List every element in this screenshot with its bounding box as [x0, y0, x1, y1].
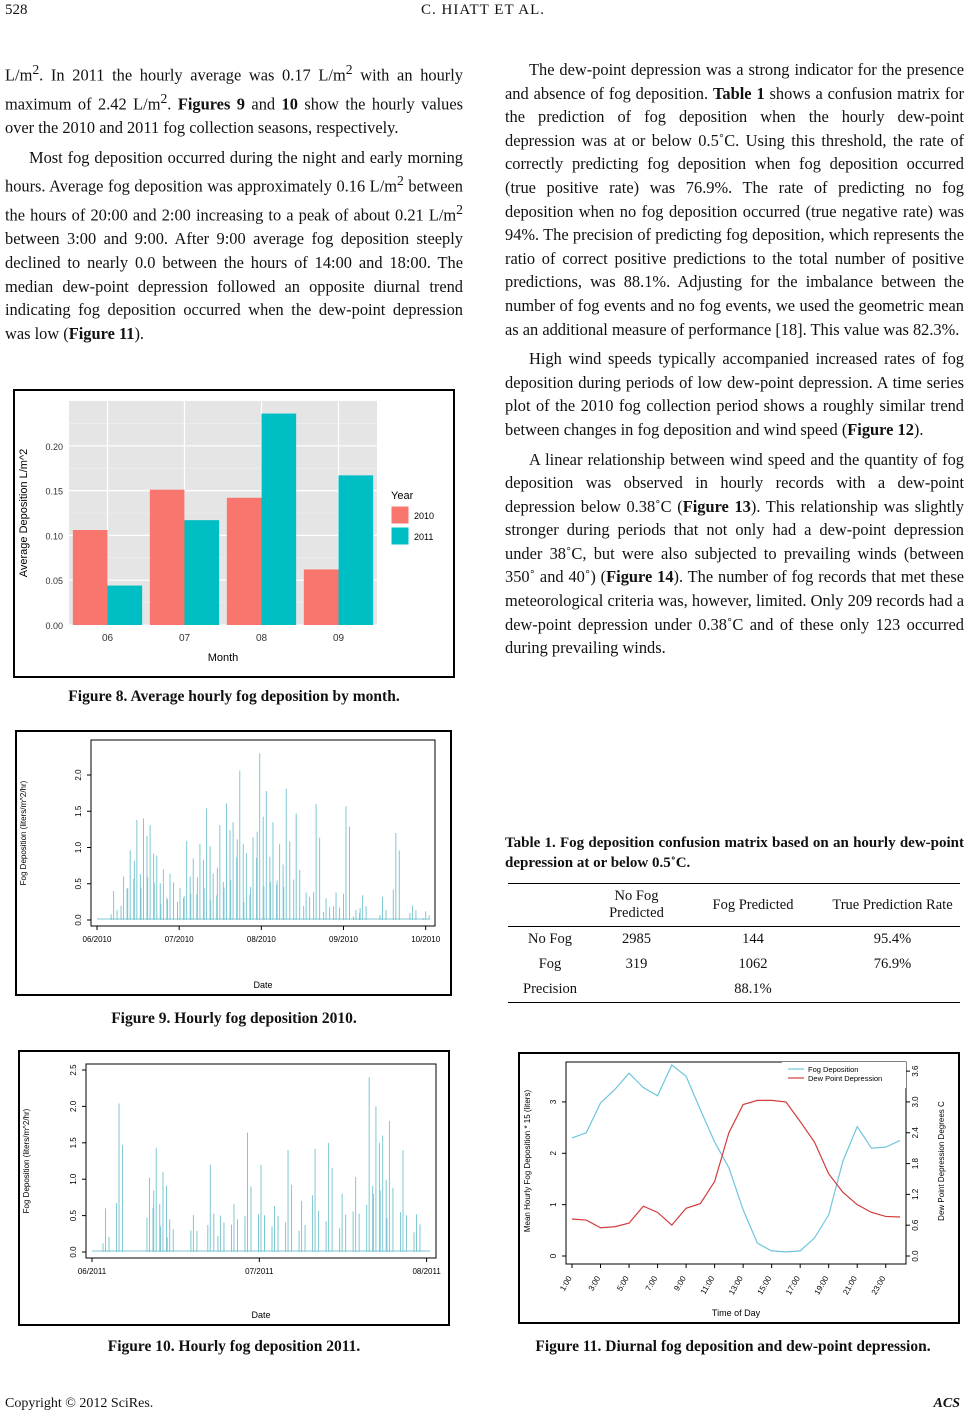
y-axis-title: Average Deposition L/m^2 [18, 448, 30, 578]
paragraph: A linear relationship between wind speed and the quantity of fog deposition was observed in hourly records with a dew-point depression below 0.38˚C (Figure 13). This relationship was slightly stronger during periods that not only had a dew-point depression under 38˚C, but were also subjected to prevailing winds (between 350˚ and 40˚) (Figure 14). The number of fog records that met these meteorological criteria was, however, limited. Only 209 records had a dew-point depression under 0.38˚C and of these only 123 occurred during prevailing winds. [505, 449, 964, 658]
bar-2011-07 [185, 520, 220, 625]
table-row [508, 927, 960, 953]
figure-ref: Figure 12 [847, 419, 914, 439]
y-axis-title: Fog Deposition (liters/m^2/hr) [22, 1108, 31, 1214]
x-axis-title: Date [251, 1310, 271, 1320]
figure-8-caption: Figure 8. Average hourly fog deposition by month. [68, 688, 400, 705]
figure-ref: Figures 9 [177, 94, 245, 114]
y-tick-label: 2 [549, 1151, 558, 1156]
y2-tick-label: 3.0 [911, 1096, 920, 1108]
table-cell: No Fog [528, 931, 572, 947]
table-cell: 76.9% [873, 956, 912, 972]
y-tick-label: 1.5 [69, 1137, 78, 1149]
table-cell: 319 [625, 956, 648, 972]
y-tick-label: 0.00 [45, 621, 63, 631]
y-tick-label: 2.0 [74, 769, 83, 781]
legend-title: Year [391, 490, 414, 502]
y-tick-label: 2.5 [69, 1064, 78, 1076]
y-tick-label: 0 [549, 1253, 558, 1259]
x-tick-label: 9:00 [672, 1274, 688, 1293]
table-header-cell [508, 884, 592, 927]
bar-2011-08 [262, 414, 297, 625]
y-tick-label: 1.5 [74, 805, 83, 817]
y-tick-label: 0.05 [45, 576, 63, 587]
x-tick-label: 08 [255, 633, 268, 644]
legend-swatch [391, 527, 409, 545]
y2-tick-label: 2.4 [911, 1127, 920, 1139]
y-tick-label: 1 [549, 1202, 558, 1207]
table-1-caption: Table 1. Fog deposition confusion matrix based on an hourly dew-point depression at or below 0.5˚C. [505, 835, 964, 871]
y-tick-label: 3 [549, 1099, 558, 1105]
legend-label: Fog Deposition [808, 1065, 859, 1074]
plot-frame [566, 1062, 906, 1264]
paragraph: High wind speeds typically accompanied increased rates of fog deposition during periods of low dew-point depression. A time series plot of the 2010 fog collection period shows a roughly similar trend between changes in fog deposition and wind speed (Figure 12). [505, 349, 964, 439]
bar-2011-06 [108, 586, 143, 625]
x-tick-label: 13:00 [727, 1274, 745, 1297]
x-tick-label: 23:00 [869, 1274, 888, 1297]
left-column [5, 58, 463, 345]
table-cell: 95.4% [873, 931, 912, 947]
right-column [505, 58, 964, 660]
y-tick-label: 0.0 [69, 1246, 78, 1258]
table-header-cell: True Prediction Rate [825, 884, 960, 927]
table-cell: Fog [538, 956, 562, 972]
figure-9-box [15, 730, 452, 996]
confusion-matrix-table [508, 883, 960, 1003]
bar-2010-07 [150, 490, 185, 625]
figure-11-chart [520, 1054, 958, 1322]
y-tick-label: 1.0 [74, 841, 83, 854]
y2-tick-label: 1.2 [911, 1188, 920, 1200]
table-ref: Table 1 [712, 83, 765, 103]
paragraph: The dew-point depression was a strong indicator for the presence and absence of fog deposition. Table 1 shows a confusion matrix for the prediction of fog deposition when the hourly dew-point depression was at or below 0.5˚C. Using this threshold, the rate of correctly predicting fog deposition when fog deposition occurred (true positive rate) was 76.9%. The rate of predicting no fog deposition when no fog deposition occurred (true negative rate) was 94%. The precision of predicting fog deposition, which represents the ratio of correct positive predictions to the total number of positive predictions, was 88.1%. Adjusting for the imbalance between the number of fog events and no fog events, we used the geometric mean as an additional measure of performance [18]. This value was 82.3%. [505, 60, 964, 339]
bar-2010-09 [304, 569, 339, 625]
x-tick-label: 08/2011 [412, 1267, 441, 1276]
x-tick-label: 09 [332, 633, 345, 644]
x-tick-label: 15:00 [755, 1274, 774, 1297]
table-cell: Precision [508, 977, 592, 1003]
x-tick-label: 08/2010 [246, 935, 276, 944]
table-cell: 2985 [622, 931, 651, 947]
figure-ref: Figure 14 [606, 567, 674, 587]
page-number: 528 [5, 2, 28, 18]
x-tick-label: 07 [178, 633, 191, 644]
figure-9-caption: Figure 9. Hourly fog deposition 2010. [111, 1010, 357, 1027]
figure-11-box [518, 1052, 960, 1324]
table-header-cell: Fog Predicted [681, 884, 825, 927]
figure-ref: Figure 13 [682, 496, 751, 516]
x-axis-title: Date [253, 980, 273, 990]
bar-2010-06 [73, 530, 108, 625]
x-tick-label: 06/2011 [77, 1267, 107, 1276]
figure-9-chart [17, 732, 450, 994]
bar-2010-08 [227, 498, 262, 625]
figure-10-caption: Figure 10. Hourly fog deposition 2011. [107, 1338, 361, 1355]
x-tick-label: 10/2010 [411, 935, 441, 944]
y-axis-title: Mean Hourly Fog Deposition * 15 (liters) [523, 1089, 532, 1233]
x-tick-label: 06 [101, 633, 114, 644]
legend-label: 2011 [414, 532, 434, 542]
x-tick-label: 7:00 [643, 1274, 660, 1293]
y-tick-label: 0.10 [45, 531, 63, 542]
y2-tick-label: 3.6 [911, 1065, 920, 1077]
legend-label: Dew Point Depression [808, 1074, 883, 1083]
x-tick-label: 07/2011 [245, 1267, 274, 1276]
x-tick-label: 07/2010 [164, 935, 194, 944]
paragraph: Most fog deposition occurred during the night and early morning hours. Average fog deposition was approximately 0.16 $L/m^2$ between the hours of 20:00 and 2:00 increasing to a peak of about 0.21 $L/m^2$ between 3:00 and 9:00. After 9:00 average fog deposition steeply declined to nearly 0.0 between the hours of 14:00 and 18:00. The median dew-point depression followed an opposite diurnal trend indicating fog deposition occurred when the dew-point depression was low (Figure 11). [5, 147, 463, 343]
y-tick-label: 0.15 [45, 486, 63, 497]
figure-8-bar-chart [15, 391, 453, 676]
x-tick-label: 17:00 [784, 1274, 802, 1297]
bar-2011-09 [339, 475, 374, 625]
table-header-row [508, 884, 960, 927]
x-tick-label: 1:00 [558, 1274, 574, 1293]
x-tick-label: 5:00 [615, 1274, 631, 1293]
x-tick-label: 09/2010 [329, 935, 358, 944]
figure-10-box [18, 1050, 450, 1326]
table-cell: 1062 [738, 956, 768, 972]
y-tick-label: 0.5 [74, 878, 83, 890]
series-line-dew-point-depression [572, 1100, 900, 1227]
paragraph: $L/m^2$. In 2011 the hourly average was 0.17 $L/m^2$ with an hourly maximum of 2.42 $L/m^2$. Figures 9 and 10 show the hourly values over the 2010 and 2011 fog collection seasons, respectively. [5, 62, 463, 138]
figure-ref: Figure 11 [68, 323, 135, 343]
figure-ref: 10 [281, 94, 298, 114]
y2-axis-title: Dew Point Depression Degrees C [937, 1101, 946, 1221]
y-tick-label: 0.0 [74, 914, 83, 926]
series-line-fog-deposition [572, 1065, 900, 1252]
table-cell: 88.1% [681, 977, 825, 1003]
y2-tick-label: 0.0 [911, 1250, 920, 1262]
figure-8-box [13, 389, 455, 678]
y2-tick-label: 1.8 [911, 1158, 920, 1170]
table-cell: 144 [742, 931, 764, 947]
x-tick-label: 06/2010 [82, 935, 112, 944]
x-tick-label: 19:00 [812, 1274, 831, 1297]
y-tick-label: 0.5 [69, 1210, 78, 1222]
footer-journal: ACS [933, 1396, 960, 1411]
footer-copyright: Copyright © 2012 SciRes. [5, 1396, 154, 1411]
y-tick-label: 0.20 [45, 441, 63, 452]
page-header [0, 2, 966, 22]
x-tick-label: 3:00 [586, 1274, 603, 1293]
table-row [508, 952, 960, 977]
table-row [508, 977, 960, 1003]
table-header-cell: No Fog Predicted [592, 884, 681, 927]
x-tick-label: 11:00 [698, 1274, 717, 1296]
figure-10-chart [20, 1052, 448, 1324]
y-tick-label: 1.0 [69, 1173, 78, 1185]
x-axis-title: Time of Day [711, 1308, 761, 1318]
x-axis-title: Month [207, 652, 239, 664]
figure-11-caption: Figure 11. Diurnal fog deposition and dew-point depression. [535, 1338, 931, 1355]
y2-tick-label: 0.6 [911, 1219, 920, 1231]
legend-label: 2010 [414, 511, 435, 521]
x-tick-label: 21:00 [841, 1274, 859, 1297]
legend-swatch [391, 506, 409, 524]
running-authors: C. HIATT ET AL. [420, 2, 546, 18]
y-axis-title: Fog Deposition (liters/m^2/hr) [19, 780, 28, 886]
y-tick-label: 2.0 [69, 1100, 78, 1112]
